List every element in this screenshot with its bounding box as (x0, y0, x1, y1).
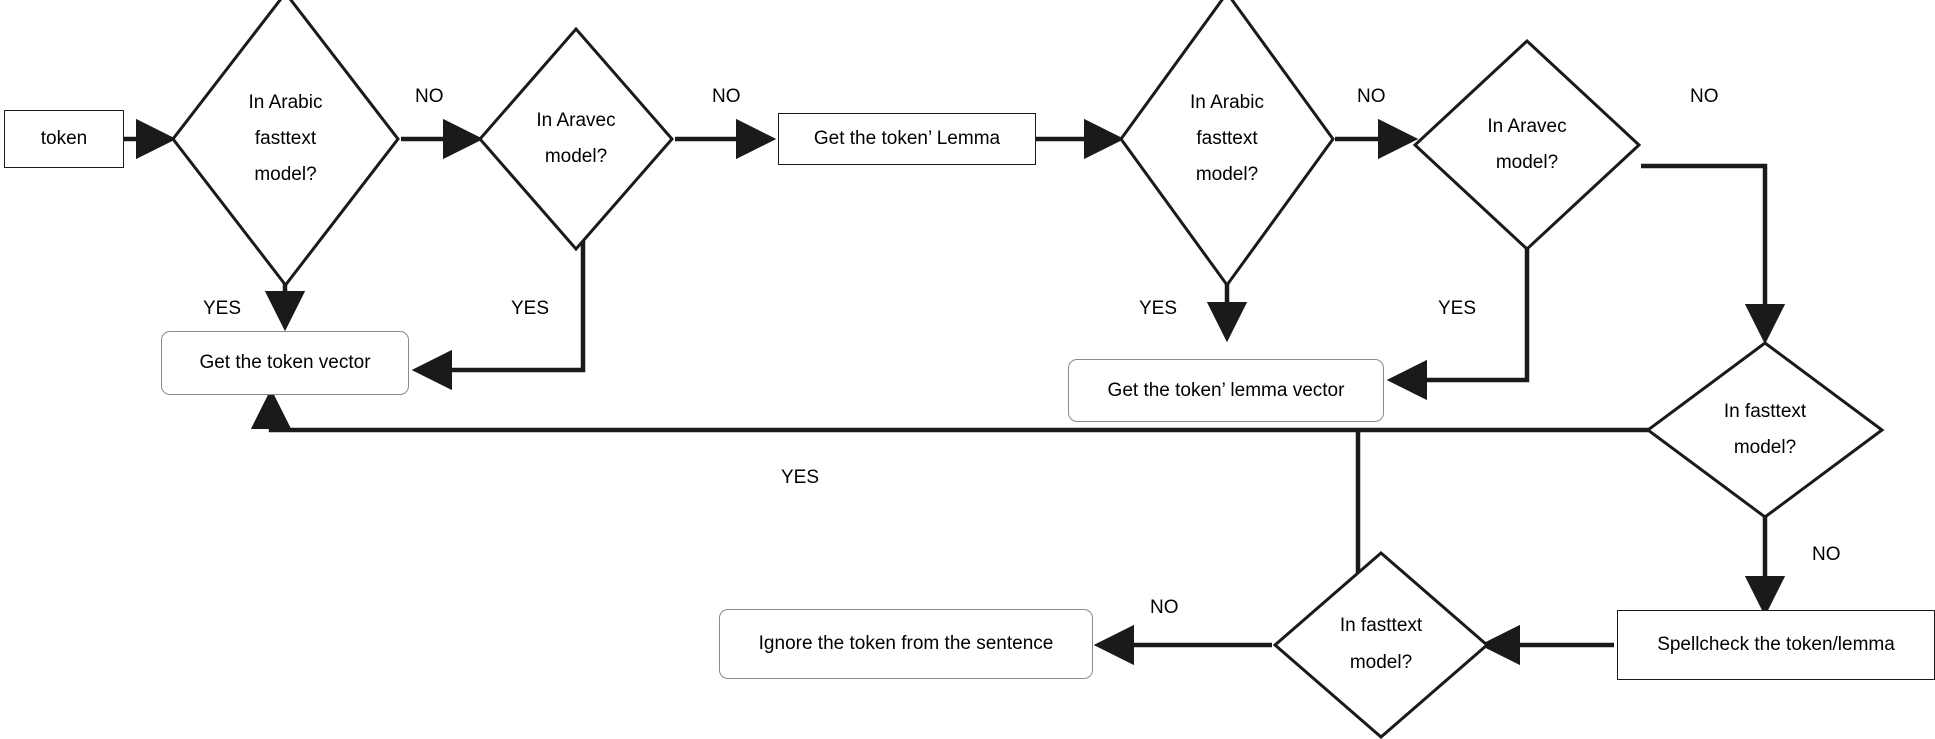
node-label-line2: model? (1349, 651, 1413, 673)
node-label: Get the token’ lemma vector (1107, 379, 1345, 401)
node-label-line2: model? (1495, 152, 1559, 173)
node-get-token-vector (161, 331, 409, 395)
node-arabic-fasttext-2 (1118, 0, 1336, 288)
edge-label-yes-2: YES (511, 298, 550, 319)
node-get-lemma-vector (1068, 359, 1384, 422)
node-label: Get the token vector (199, 352, 371, 374)
node-label: Spellcheck the token/lemma (1657, 634, 1895, 656)
node-ignore-token (719, 609, 1093, 679)
node-label-line2: model? (544, 146, 608, 167)
node-label-line1: In Aravec (536, 109, 616, 131)
edge-label-no-3: NO (1357, 86, 1386, 107)
edge-label-yes-5: YES (781, 467, 820, 488)
edge-label-no-2: NO (712, 86, 741, 107)
edge-label-no-4: NO (1690, 86, 1719, 107)
edge-label-no-1: NO (415, 86, 444, 107)
node-label-line1: In Arabic (248, 91, 323, 113)
edge-label-yes-1: YES (203, 298, 242, 319)
node-label-line2: fasttext (254, 127, 317, 149)
node-label-line1: In fasttext (1339, 615, 1423, 637)
node-label-line2: model? (1733, 437, 1797, 458)
node-get-lemma (778, 113, 1036, 165)
node-spellcheck (1617, 610, 1935, 680)
node-token (4, 110, 124, 168)
node-label: token (40, 128, 88, 150)
node-label-line1: In Arabic (1190, 91, 1264, 113)
node-label: Get the token’ Lemma (813, 128, 1001, 150)
node-label-line3: model? (1195, 164, 1259, 186)
node-label-line1: In Aravec (1487, 115, 1567, 137)
node-fasttext-right (1645, 340, 1885, 520)
node-label: Ignore the token from the sentence (758, 633, 1054, 655)
node-label-line1: In fasttext (1723, 400, 1807, 422)
edge-label-no-5: NO (1812, 544, 1841, 565)
node-label-line2: fasttext (1196, 127, 1258, 149)
node-aravec-2 (1412, 38, 1642, 252)
edge-label-yes-4: YES (1438, 298, 1477, 319)
edge-label-no-6: NO (1150, 597, 1179, 618)
node-aravec-1 (477, 26, 675, 252)
edge-label-yes-3: YES (1139, 298, 1178, 319)
node-fasttext-bottom (1272, 550, 1490, 739)
node-label-line3: model? (254, 164, 317, 186)
node-arabic-fasttext-1 (170, 0, 401, 288)
